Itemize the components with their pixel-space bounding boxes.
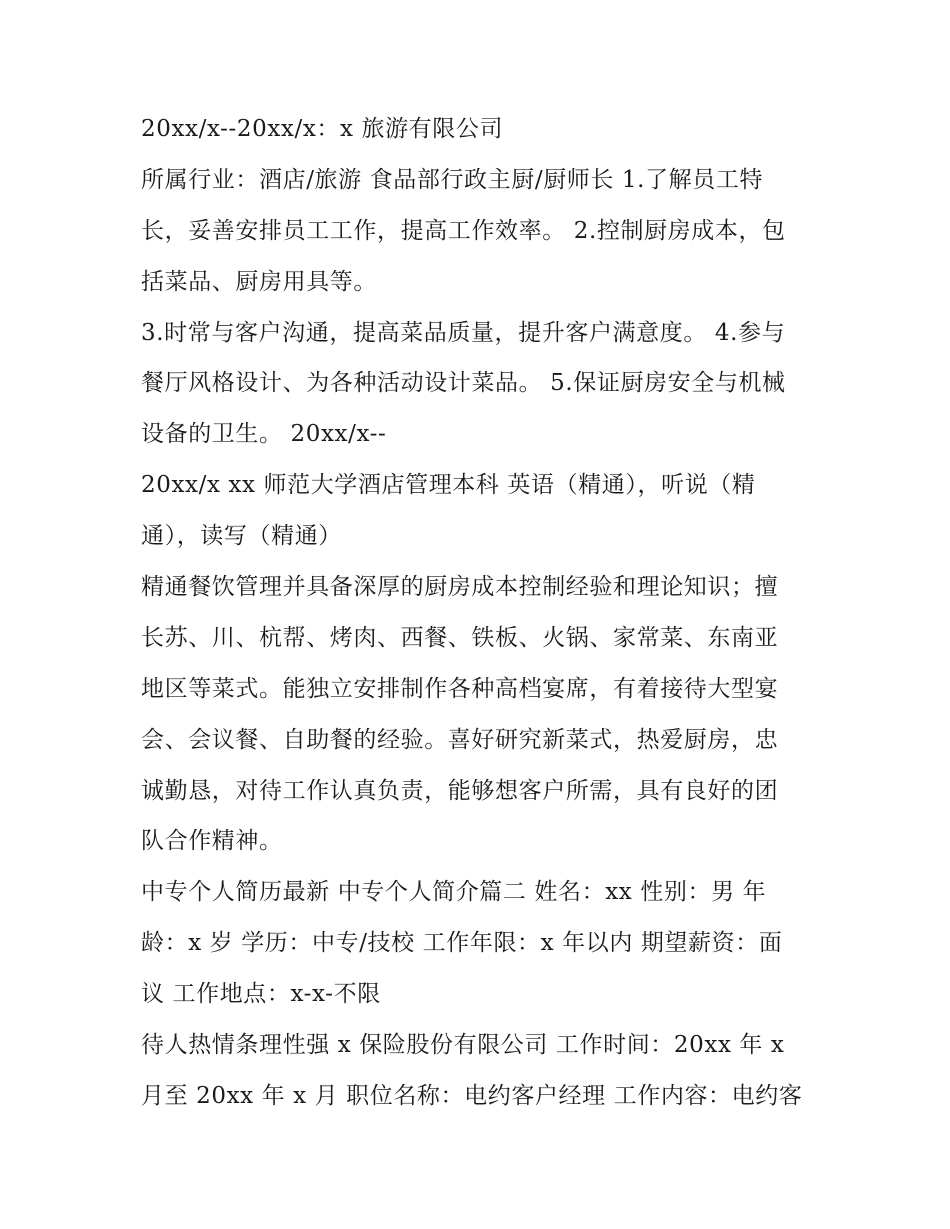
text-line: 20xx/x xx 师范大学酒店管理本科 英语（精通），听说（精 <box>141 472 756 499</box>
text-line: 长苏、川、杭帮、烤肉、西餐、铁板、火锅、家常菜、东南亚 <box>141 624 779 651</box>
text-line: 3.时常与客户沟通，提高菜品质量，提升客户满意度。 4.参与 <box>141 319 786 346</box>
text-line: 餐厅风格设计、为各种活动设计菜品。 5.保证厨房安全与机械 <box>141 370 786 397</box>
text-line: 中专个人简历最新 中专个人简介篇二 姓名：xx 性别：男 年 <box>141 879 767 906</box>
text-line: 龄：x 岁 学历：中专/技校 工作年限：x 年以内 期望薪资：面 <box>141 930 783 957</box>
text-line: 20xx/x--20xx/x：x 旅游有限公司 <box>141 116 504 142</box>
text-line: 精通餐饮管理并具备深厚的厨房成本控制经验和理论知识；擅 <box>141 574 779 601</box>
text-line: 设备的卫生。 20xx/x-- <box>141 421 387 448</box>
text-line: 队合作精神。 <box>141 828 283 855</box>
document-body <box>141 104 831 1122</box>
text-line: 待人热情条理性强 x 保险股份有限公司 工作时间：20xx 年 x <box>141 1032 785 1059</box>
text-line: 地区等菜式。能独立安排制作各种高档宴席，有着接待大型宴 <box>141 675 779 702</box>
text-line: 括菜品、厨房用具等。 <box>141 268 377 295</box>
text-line: 通），读写（精通） <box>141 523 342 550</box>
text-line: 会、会议餐、自助餐的经验。喜好研究新菜式，热爱厨房，忠 <box>141 726 779 753</box>
text-line: 诚勤恳，对待工作认真负责，能够想客户所需，具有良好的团 <box>141 777 779 804</box>
text-line: 长，妥善安排员工工作，提高工作效率。 2.控制厨房成本，包 <box>141 217 786 244</box>
text-line: 所属行业：酒店/旅游 食品部行政主厨/厨师长 1.了解员工特 <box>141 166 764 193</box>
text-line: 月至 20xx 年 x 月 职位名称：电约客户经理 工作内容：电约客 <box>141 1082 803 1109</box>
text-line: 议 工作地点：x-x-不限 <box>141 981 381 1008</box>
